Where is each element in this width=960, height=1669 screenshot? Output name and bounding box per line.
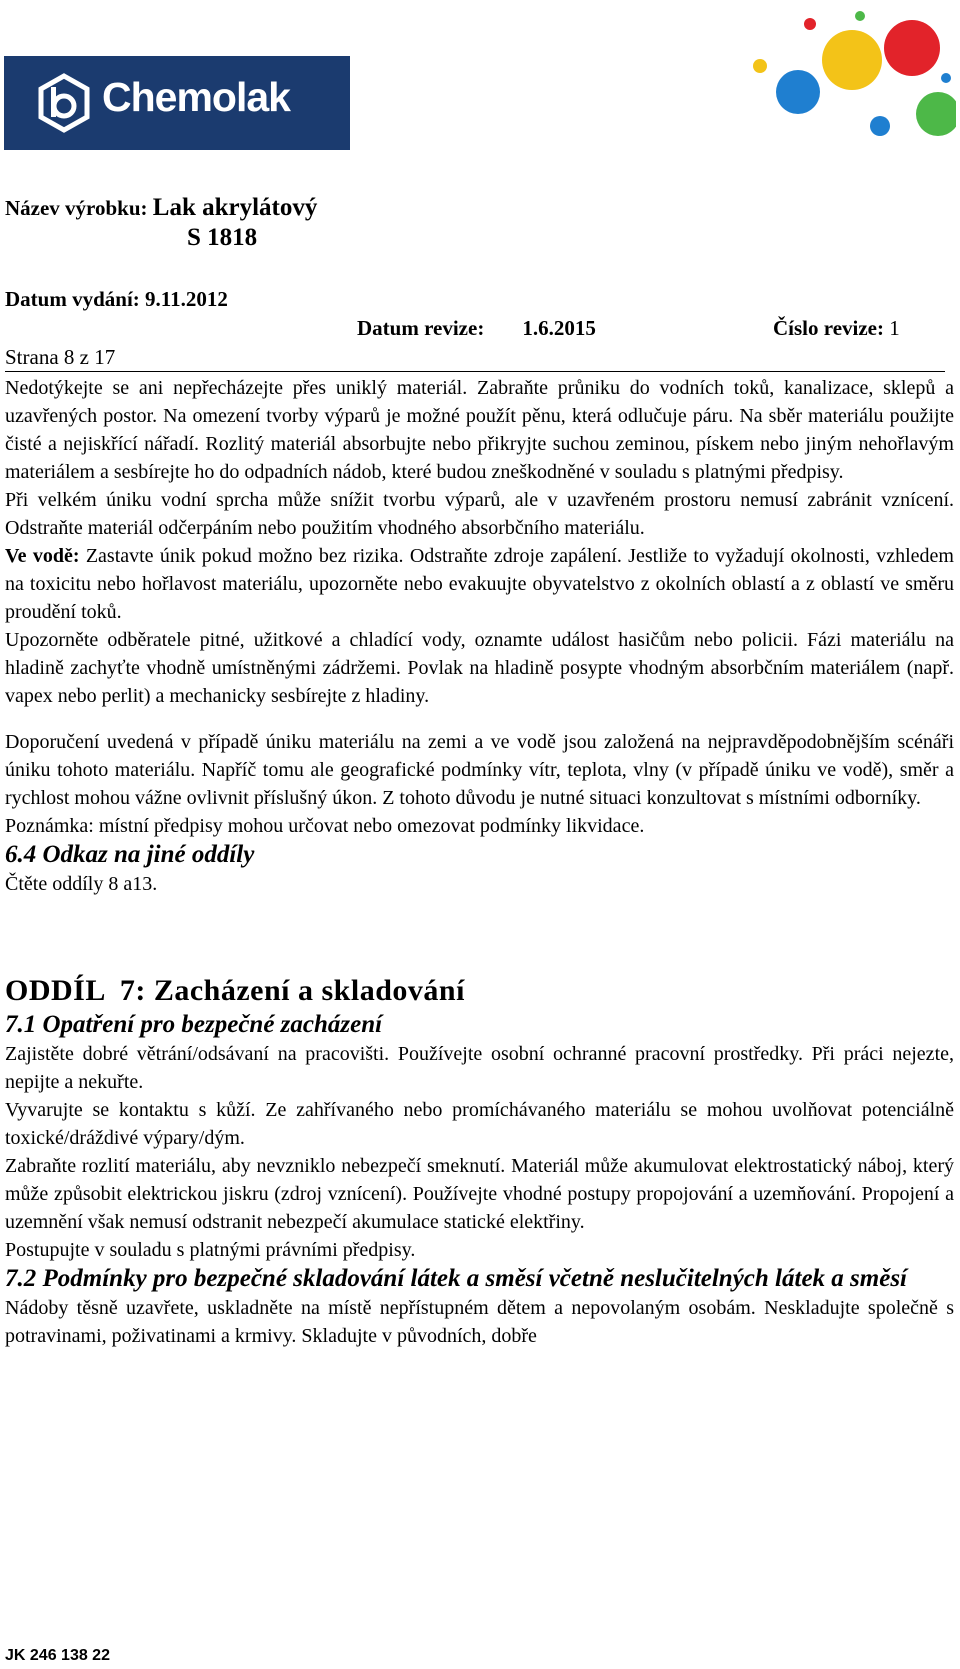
paragraph: Při velkém úniku vodní sprcha může snížit tvorbu výparů, ale v uzavřeném prostoru nemusí zabránit vznícení. Odstraňte materiál odčerpáním nebo použitím vhodného absorbčního materiálu. (5, 489, 954, 539)
footer-code: JK 246 138 22 (5, 1647, 110, 1664)
paragraph (5, 542, 954, 626)
paragraph: Upozorněte odběratele pitné, užitkové a chladící vody, oznamte událost hasičům nebo policii. Fázi materiálu na hladině zachyťte vhodně umístněnými zádržemi. Povlak na hladině posypte vhodným absorbčním materiálem (např. vapex nebo perlit) a mechanicky sesbírejte z hladiny. (5, 629, 954, 707)
product-code: S 1818 (187, 224, 258, 251)
paragraph: Doporučení uvedená v případě úniku materiálu na zemi a ve vodě jsou založená na nejpravděpodobnějším scénáři úniku tohoto materiálu. Napříč tomu ale geografické podmínky vítr, teplota, vlny (v případě úniku ve vodě), směr a rychlost mohou vážne ovlivnit příslušný úkon. Z tohoto důvodu je nutné situaci konzultovat s místními odborníky. (5, 731, 954, 809)
chemolak-logo-icon (34, 73, 94, 133)
issue-date-label: Datum vydání: (5, 287, 140, 311)
revision-number-label: Číslo revize: (773, 316, 884, 340)
revision-date-row (357, 316, 596, 341)
subsection-heading: 7.2 Podmínky pro bezpečné skladování látek a směsí včetně neslučitelných látek a směsí (5, 1265, 907, 1292)
section-heading (5, 972, 954, 1010)
paragraph: Zabraňte rozlití materiálu, aby nevzniklo nebezpečí smeknutí. Materiál může akumulovat elektrostatický náboj, který může způsobit elektrickou jiskru (zdroj vznícení). Používejte vhodné postupy propojování a uzemňování. Propojení a uzemnění však nemusí odstranit nebezpečí akumulace statické elektřiny. (5, 1155, 954, 1233)
section-word: ODDÍL (5, 974, 106, 1007)
company-logo (4, 56, 350, 150)
inline-heading: Ve vodě: (5, 545, 80, 567)
product-label: Název výrobku: (5, 196, 148, 220)
paragraph: Zajistěte dobré větrání/odsávaní na pracovišti. Používejte osobní ochranné pracovní prostředky. Při práci nejezte, nepijte a nekuřte. (5, 1043, 954, 1093)
revision-date-label: Datum revize: (357, 316, 485, 340)
header-divider (5, 371, 945, 372)
revision-number: 1 (889, 316, 900, 340)
subsection-heading: 7.1 Opatření pro bezpečné zacházení (5, 1011, 383, 1038)
issue-date: 9.11.2012 (145, 287, 228, 311)
document-body (5, 374, 954, 1350)
subsection-heading: 6.4 Odkaz na jiné oddíly (5, 841, 255, 868)
issue-date-row (5, 287, 228, 312)
paragraph-text: Zastavte únik pokud možno bez rizika. Odstraňte zdroje zapálení. Jestliže to vyžadují okolnosti, vzhledem na toxicitu nebo hořlavost materiálu, upozorněte nebo evakuujte obyvatelstvo z okolních oblastí a z oblastí ve směru proudění toků. (5, 545, 954, 623)
section-title: 7: Zacházení a skladování (119, 974, 465, 1007)
page-number: Strana 8 z 17 (5, 345, 116, 369)
paragraph: Poznámka: místní předpisy mohou určovat nebo omezovat podmínky likvidace. (5, 815, 645, 837)
paragraph: Nádoby těsně uzavřete, uskladněte na místě nepřístupném dětem a nepovolaným osobám. Neskladujte společně s potravinami, poživatinami a krmivy. Skladujte v původních, dobře (5, 1297, 954, 1347)
product-name: Lak akrylátový (152, 194, 318, 221)
paragraph: Čtěte oddíly 8 a13. (5, 873, 158, 895)
paragraph: Vyvarujte se kontaktu s kůží. Ze zahřívaného nebo promíchávaného materiálu se mohou uvolňovat potenciálně toxické/dráždivé výpary/dým. (5, 1099, 954, 1149)
logo-wordmark: Chemolak (102, 74, 290, 120)
product-label-row (5, 194, 317, 222)
revision-number-row (773, 316, 900, 341)
decorative-paint-blobs-icon (740, 6, 956, 152)
revision-date: 1.6.2015 (522, 316, 596, 340)
paragraph: Nedotýkejte se ani nepřecházejte přes uniklý materiál. Zabraňte průniku do vodních toků, kanalizace, sklepů a uzavřených postor. Na omezení tvorby výparů je možné použít pěnu, která odlučuje páru. Na sběr materiálu použijte čisté a nejiskřící nářadí. Rozlitý materiál absorbujte nebo přikryjte suchou zeminou, pískem nebo jiným nehořlavým materiálem a sesbírejte ho do odpadních nádob, které budou zneškodněné v souladu s platnými předpisy. (5, 377, 954, 483)
paragraph: Postupujte v souladu s platnými právními předpisy. (5, 1239, 416, 1261)
